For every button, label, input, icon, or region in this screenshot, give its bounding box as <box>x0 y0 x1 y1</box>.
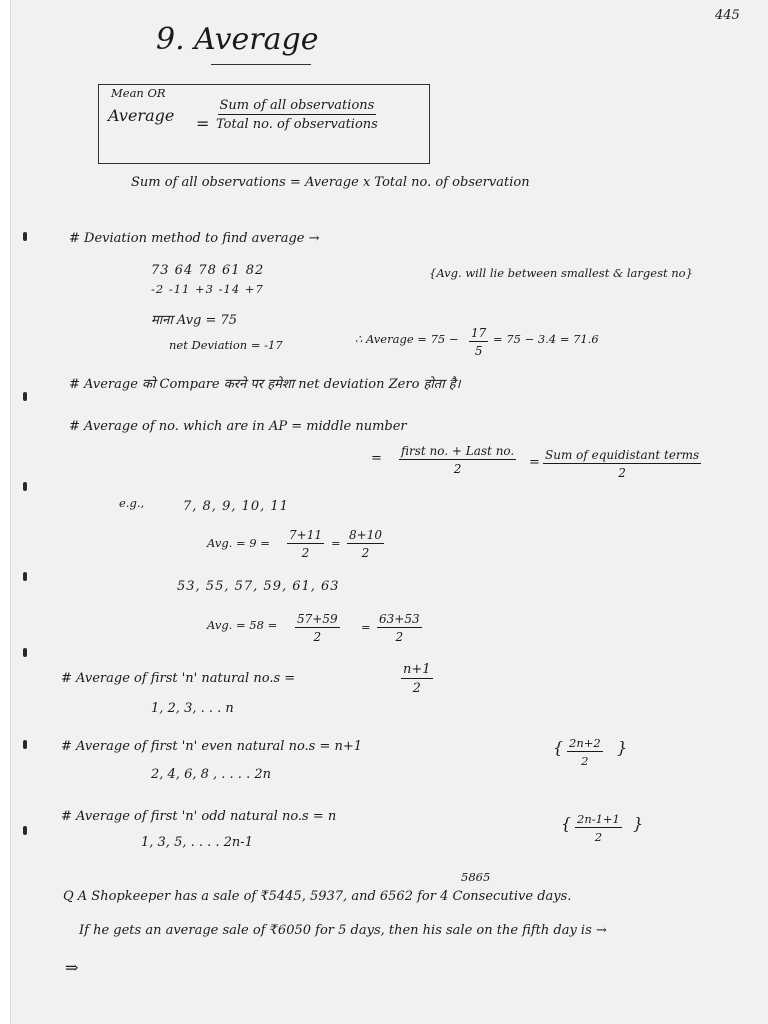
natural-fraction <box>401 662 433 696</box>
fraction-denominator: 2 <box>301 546 310 560</box>
example2-fraction-2 <box>377 612 422 644</box>
net-deviation: net Deviation = -17 <box>169 338 283 352</box>
example2-fraction-1 <box>295 612 340 644</box>
binding-hole <box>23 740 27 749</box>
deviation-numbers: 73 64 78 61 82 <box>151 263 265 278</box>
fraction-numerator: 2n+2 <box>569 736 601 750</box>
binding-hole <box>23 648 27 657</box>
example1-equals: = <box>331 536 341 550</box>
ap-equals-2: = <box>529 455 540 470</box>
even-brace-open: { <box>553 738 564 757</box>
question-line-1: Q A Shopkeeper has a sale of ₹5445, 5937, and 6562 for 4 Consecutive days. <box>63 889 572 904</box>
deviation-values: -2 -11 +3 -14 +7 <box>151 282 264 296</box>
fraction-numerator: 7+11 <box>289 528 322 542</box>
fraction-numerator: 57+59 <box>297 612 338 626</box>
binding-hole <box>23 232 27 241</box>
zero-rule: # Average को Compare करने पर हमेशा net deviation Zero होता है। <box>69 377 461 392</box>
notebook-page <box>10 0 768 1024</box>
fraction-denominator: 2 <box>313 630 322 644</box>
assumed-average: माना Avg = 75 <box>151 313 238 328</box>
fraction-numerator: 63+53 <box>379 612 420 626</box>
example2-equals: = <box>361 620 371 634</box>
even-heading: # Average of first 'n' even natural no.s = n+1 <box>61 739 363 754</box>
mean-fraction <box>216 98 378 132</box>
mean-label: Mean OR <box>111 86 166 100</box>
page-title: 9. Average <box>156 22 319 57</box>
answer-arrow: ⇒ <box>65 958 79 977</box>
binding-hole <box>23 826 27 835</box>
odd-brace-close: } <box>633 814 644 833</box>
fraction-numerator: 8+10 <box>349 528 382 542</box>
example1-fraction-2 <box>347 528 384 560</box>
ap-fraction-first-last <box>399 444 516 476</box>
binding-hole <box>23 392 27 401</box>
fraction-numerator: Sum of equidistant terms <box>545 448 700 462</box>
result-suffix: = 75 − 3.4 = 71.6 <box>493 332 599 346</box>
ap-equals: = <box>371 451 382 466</box>
ap-fraction-equidistant <box>543 448 701 480</box>
even-sequence: 2, 4, 6, 8 , . . . . 2n <box>151 767 271 782</box>
natural-heading: # Average of first 'n' natural no.s = <box>61 671 296 686</box>
odd-note-fraction <box>575 812 622 844</box>
fraction-denominator: 2 <box>618 466 626 480</box>
title-underline <box>211 64 311 65</box>
example1-fraction-1 <box>287 528 324 560</box>
question-line-2: If he gets an average sale of ₹6050 for 5 days, then his sale on the fifth day is → <box>79 923 607 938</box>
odd-sequence: 1, 3, 5, . . . . 2n-1 <box>141 835 253 850</box>
binding-hole <box>23 482 27 491</box>
fraction-denominator: 2 <box>395 630 404 644</box>
example2-sequence: 53, 55, 57, 59, 61, 63 <box>177 579 340 594</box>
example1-sequence: 7, 8, 9, 10, 11 <box>183 499 289 514</box>
fraction-denominator: Total no. of observations <box>216 117 378 132</box>
fraction-numerator: 2n-1+1 <box>577 812 620 826</box>
fraction-denominator: 5 <box>474 344 483 358</box>
average-label: Average <box>108 106 175 125</box>
fraction-numerator: 17 <box>471 326 487 340</box>
ap-heading: # Average of no. which are in AP = middle number <box>69 419 407 434</box>
example2-avg: Avg. = 58 = <box>207 618 278 632</box>
odd-brace-open: { <box>561 814 572 833</box>
fraction-denominator: 2 <box>361 546 370 560</box>
deviation-heading: # Deviation method to find average → <box>69 231 320 246</box>
odd-heading: # Average of first 'n' odd natural no.s = n <box>61 809 337 824</box>
deviation-note: {Avg. will lie between smallest & largest no} <box>429 266 693 280</box>
sum-formula: Sum of all observations = Average x Total no. of observation <box>131 175 530 190</box>
binding-hole <box>23 572 27 581</box>
example1-avg: Avg. = 9 = <box>207 536 270 550</box>
page-number: 445 <box>715 8 740 23</box>
fraction-numerator: Sum of all observations <box>219 98 375 113</box>
fraction-denominator: 2 <box>453 462 462 476</box>
fraction-denominator: 2 <box>581 754 589 768</box>
question-correction: 5865 <box>461 870 491 884</box>
even-brace-close: } <box>617 738 628 757</box>
result-prefix: ∴ Average = 75 − <box>355 332 459 346</box>
natural-sequence: 1, 2, 3, . . . n <box>151 701 234 716</box>
equals-sign: = <box>196 114 210 133</box>
fraction-denominator: 2 <box>412 681 421 696</box>
fraction-numerator: first no. + Last no. <box>401 444 515 458</box>
example-label: e.g., <box>119 496 145 510</box>
fraction-denominator: 2 <box>594 830 603 844</box>
fraction-numerator: n+1 <box>403 662 431 677</box>
result-fraction <box>469 326 488 358</box>
even-note-fraction <box>567 736 603 768</box>
